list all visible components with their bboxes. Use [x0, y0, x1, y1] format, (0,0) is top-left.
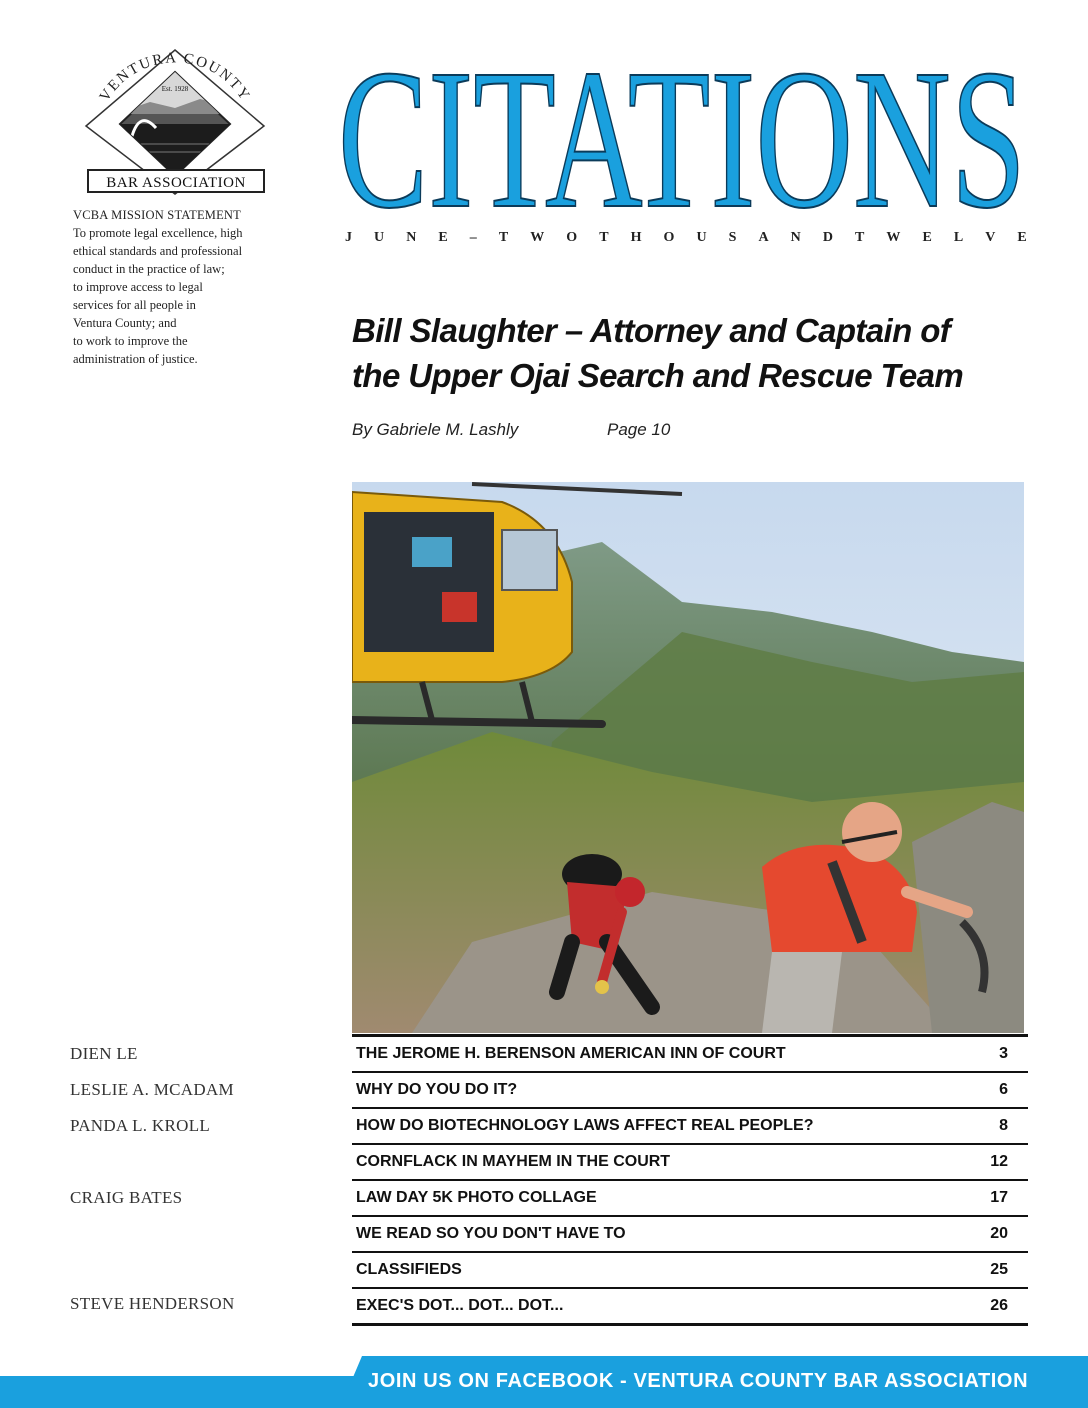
byline	[352, 420, 671, 440]
issue-letter: E	[438, 230, 448, 245]
toc-item[interactable]	[352, 1109, 1028, 1145]
issue-letter: V	[985, 230, 996, 245]
toc-title: LAW DAY 5K PHOTO COLLAGE	[356, 1189, 597, 1206]
mission-line: ethical standards and professional	[73, 244, 243, 258]
mission-line: Ventura County; and	[73, 316, 177, 330]
toc-page: 12	[990, 1153, 1008, 1170]
mission-statement	[73, 206, 288, 368]
toc-page: 20	[990, 1225, 1008, 1242]
issue-letter: A	[758, 230, 769, 245]
issue-letter: –	[469, 230, 477, 245]
toc-item[interactable]	[352, 1289, 1028, 1326]
masthead-title: CITATIONS	[338, 36, 1026, 226]
byline-author: By Gabriele M. Lashly	[352, 420, 519, 439]
toc-item[interactable]	[352, 1073, 1028, 1109]
logo-plate: BAR ASSOCIATION	[106, 175, 246, 191]
issue-letter: S	[728, 230, 737, 245]
mission-line: services for all people in	[73, 298, 196, 312]
mission-line: to work to improve the	[73, 334, 188, 348]
issue-letter: T	[855, 230, 865, 245]
toc-item[interactable]	[352, 1037, 1028, 1073]
vcba-logo	[80, 44, 270, 196]
issue-letter: W	[886, 230, 901, 245]
issue-letter: D	[822, 230, 833, 245]
toc-title: CORNFLACK IN MAYHEM IN THE COURT	[356, 1153, 671, 1170]
issue-letter: N	[790, 230, 801, 245]
headline-line: the Upper Ojai Search and Rescue Team	[352, 357, 964, 394]
issue-letter: N	[406, 230, 417, 245]
toc-title: HOW DO BIOTECHNOLOGY LAWS AFFECT REAL PEOPLE?	[356, 1117, 814, 1134]
issue-letter: H	[630, 230, 642, 245]
issue-letter: L	[953, 230, 964, 245]
toc-item[interactable]	[352, 1217, 1028, 1253]
helicopter-rescue-photo	[352, 482, 1024, 1033]
toc-page: 6	[999, 1081, 1008, 1098]
contributor-name: CRAIG BATES	[70, 1188, 183, 1207]
issue-letter: W	[530, 230, 545, 245]
toc-title: WHY DO YOU DO IT?	[356, 1081, 518, 1098]
contributor-name: DIEN LE	[70, 1044, 138, 1063]
logo-est: Est. 1928	[161, 85, 189, 93]
contributor-name: PANDA L. KROLL	[70, 1116, 211, 1135]
toc-title: WE READ SO YOU DON'T HAVE TO	[356, 1225, 626, 1242]
toc-title: THE JEROME H. BERENSON AMERICAN INN OF COURT	[356, 1045, 786, 1062]
toc-page: 17	[990, 1189, 1008, 1206]
facebook-banner[interactable]	[0, 1356, 1088, 1408]
contributor-name: LESLIE A. MCADAM	[70, 1080, 234, 1099]
issue-letter: U	[374, 230, 385, 245]
toc-page: 26	[990, 1297, 1008, 1314]
toc-page: 25	[990, 1261, 1008, 1278]
mission-line: administration of justice.	[73, 352, 198, 366]
toc-page: 8	[999, 1117, 1008, 1134]
issue-letter: E	[922, 230, 932, 245]
headline-line: Bill Slaughter – Attorney and Captain of	[352, 312, 951, 349]
toc-item[interactable]	[352, 1253, 1028, 1289]
mission-line: to improve access to legal	[73, 280, 203, 294]
mission-line: conduct in the practice of law;	[73, 262, 225, 276]
logo-arc-text: VENTURA COUNTY	[96, 50, 254, 105]
issue-letter: T	[498, 230, 509, 245]
issue-letter: E	[1017, 230, 1027, 245]
issue-letter: O	[663, 230, 675, 245]
mission-heading: VCBA MISSION STATEMENT	[73, 208, 241, 222]
toc-item[interactable]	[352, 1145, 1028, 1181]
banner-text[interactable]: JOIN US ON FACEBOOK - VENTURA COUNTY BAR ASSOCIATION	[368, 1370, 1029, 1392]
masthead	[338, 36, 1028, 226]
toc-page: 3	[999, 1045, 1008, 1062]
contributor-name: STEVE HENDERSON	[70, 1294, 235, 1313]
issue-letter: U	[696, 230, 707, 245]
mission-line: To promote legal excellence, high	[73, 226, 243, 240]
issue-letter: J	[345, 230, 352, 245]
toc-title: CLASSIFIEDS	[356, 1261, 462, 1278]
issue-letter: T	[599, 230, 609, 245]
toc-title: EXEC'S DOT... DOT... DOT...	[356, 1297, 564, 1314]
issue-date-line	[345, 230, 1027, 246]
feature-headline[interactable]	[352, 308, 1032, 398]
issue-letter: O	[566, 230, 578, 245]
toc-item[interactable]	[352, 1181, 1028, 1217]
byline-page-ref[interactable]: Page 10	[607, 420, 671, 439]
table-of-contents	[352, 1034, 1028, 1326]
